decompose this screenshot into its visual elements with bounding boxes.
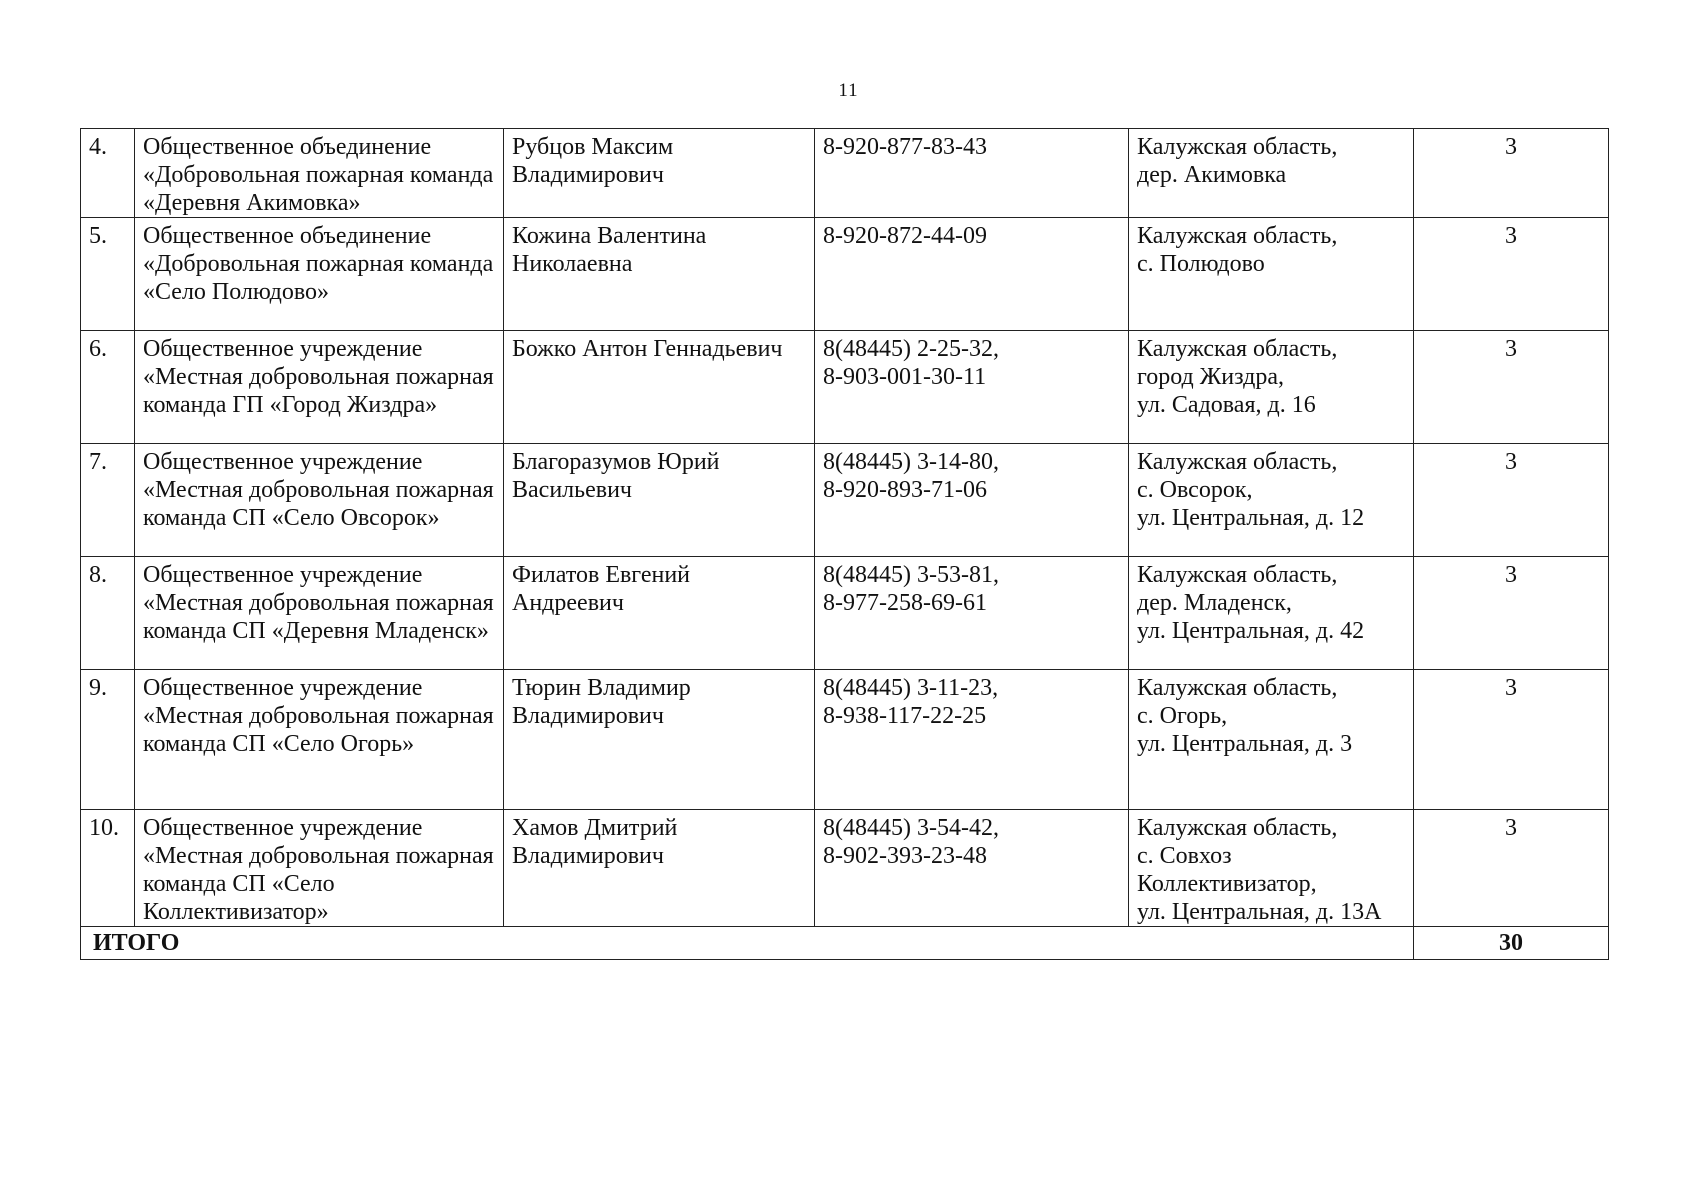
head-name: Филатов Евгений Андреевич bbox=[504, 557, 815, 670]
address: Калужская область, с. Совхоз Коллективизатор, ул. Центральная, д. 13А bbox=[1129, 810, 1414, 927]
head-name: Хамов Дмитрий Владимирович bbox=[504, 810, 815, 927]
total-label: ИТОГО bbox=[81, 927, 1414, 960]
table-row bbox=[81, 129, 1609, 218]
table-row bbox=[81, 670, 1609, 810]
address: Калужская область, с. Полюдово bbox=[1129, 218, 1414, 331]
organization-name: Общественное учреждение «Местная добровольная пожарная команда СП «Деревня Младенск» bbox=[135, 557, 504, 670]
organization-name: Общественное учреждение «Местная добровольная пожарная команда ГП «Город Жиздра» bbox=[135, 331, 504, 444]
total-row bbox=[81, 927, 1609, 960]
total-value: 30 bbox=[1414, 927, 1609, 960]
organization-name: Общественное учреждение «Местная добровольная пожарная команда СП «Село Коллективизатор» bbox=[135, 810, 504, 927]
brigade-table bbox=[80, 128, 1609, 960]
row-number: 9. bbox=[81, 670, 135, 810]
phone: 8-920-872-44-09 bbox=[815, 218, 1129, 331]
phone: 8(48445) 2-25-32, 8-903-001-30-11 bbox=[815, 331, 1129, 444]
address: Калужская область, с. Огорь, ул. Центральная, д. 3 bbox=[1129, 670, 1414, 810]
member-count: 3 bbox=[1414, 557, 1609, 670]
row-number: 8. bbox=[81, 557, 135, 670]
phone: 8(48445) 3-14-80, 8-920-893-71-06 bbox=[815, 444, 1129, 557]
row-number: 4. bbox=[81, 129, 135, 218]
member-count: 3 bbox=[1414, 218, 1609, 331]
head-name: Тюрин Владимир Владимирович bbox=[504, 670, 815, 810]
member-count: 3 bbox=[1414, 670, 1609, 810]
member-count: 3 bbox=[1414, 331, 1609, 444]
member-count: 3 bbox=[1414, 129, 1609, 218]
member-count: 3 bbox=[1414, 444, 1609, 557]
member-count: 3 bbox=[1414, 810, 1609, 927]
row-number: 10. bbox=[81, 810, 135, 927]
table-row bbox=[81, 557, 1609, 670]
phone: 8(48445) 3-54-42, 8-902-393-23-48 bbox=[815, 810, 1129, 927]
organization-name: Общественное учреждение «Местная добровольная пожарная команда СП «Село Овсорок» bbox=[135, 444, 504, 557]
table-row bbox=[81, 331, 1609, 444]
table-row bbox=[81, 810, 1609, 927]
table-row bbox=[81, 444, 1609, 557]
table-row bbox=[81, 218, 1609, 331]
row-number: 5. bbox=[81, 218, 135, 331]
phone: 8(48445) 3-11-23, 8-938-117-22-25 bbox=[815, 670, 1129, 810]
head-name: Рубцов Максим Владимирович bbox=[504, 129, 815, 218]
organization-name: Общественное учреждение «Местная добровольная пожарная команда СП «Село Огорь» bbox=[135, 670, 504, 810]
address: Калужская область, дер. Акимовка bbox=[1129, 129, 1414, 218]
row-number: 6. bbox=[81, 331, 135, 444]
page-number: 11 bbox=[838, 80, 859, 101]
address: Калужская область, дер. Младенск, ул. Центральная, д. 42 bbox=[1129, 557, 1414, 670]
head-name: Божко Антон Геннадьевич bbox=[504, 331, 815, 444]
address: Калужская область, с. Овсорок, ул. Центральная, д. 12 bbox=[1129, 444, 1414, 557]
organization-name: Общественное объединение «Добровольная пожарная команда «Село Полюдово» bbox=[135, 218, 504, 331]
address: Калужская область, город Жиздра, ул. Садовая, д. 16 bbox=[1129, 331, 1414, 444]
row-number: 7. bbox=[81, 444, 135, 557]
head-name: Благоразумов Юрий Васильевич bbox=[504, 444, 815, 557]
organization-name: Общественное объединение «Добровольная пожарная команда «Деревня Акимовка» bbox=[135, 129, 504, 218]
head-name: Кожина Валентина Николаевна bbox=[504, 218, 815, 331]
phone: 8-920-877-83-43 bbox=[815, 129, 1129, 218]
phone: 8(48445) 3-53-81, 8-977-258-69-61 bbox=[815, 557, 1129, 670]
